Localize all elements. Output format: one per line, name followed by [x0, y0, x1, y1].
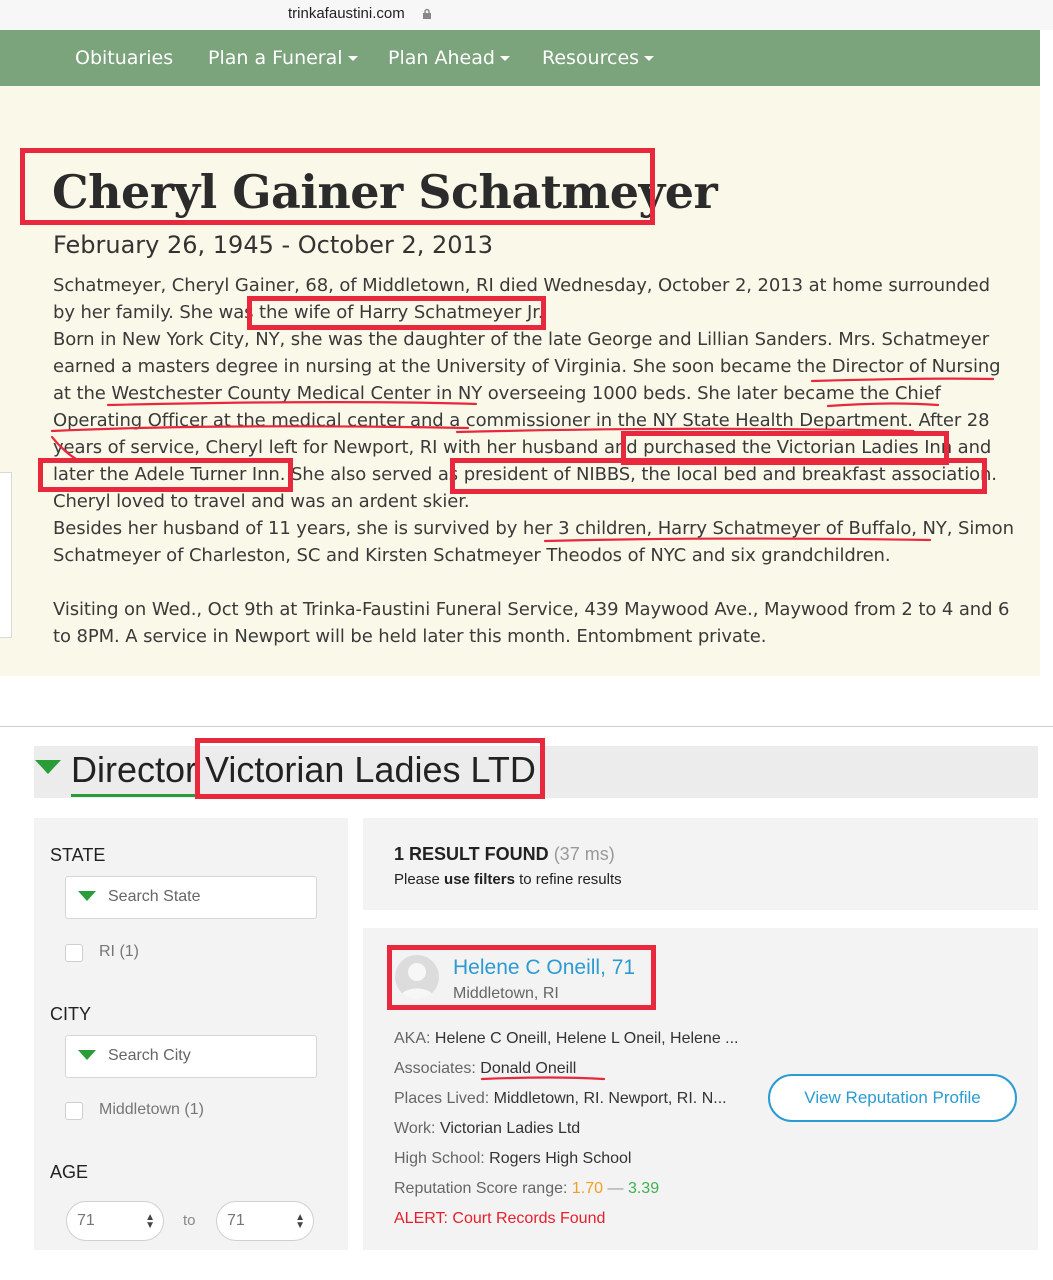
city-middletown-checkbox[interactable]	[65, 1102, 83, 1120]
dropdown-caret-icon	[500, 56, 510, 61]
obituary-line: years of service, Cheryl left for Newport, RI with her husband and purchased the Victorian Ladies Inn and	[53, 437, 992, 458]
nav-item-plan-a-funeral[interactable]: Plan a Funeral	[208, 47, 358, 69]
result-hint	[394, 871, 622, 888]
score-max: 3.39	[627, 1180, 660, 1197]
obituary-line: Besides her husband of 11 years, she is survived by her 3 children, Harry Schatmeyer of Buffalo, NY, Simon	[53, 518, 1014, 539]
obituary-line: Visiting on Wed., Oct 9th at Trinka-Faustini Funeral Service, 439 Maywood Ave., Maywood from 2 to 4 and 6	[53, 599, 1010, 620]
annotation-box	[247, 296, 546, 330]
age-filter-label: AGE	[50, 1162, 89, 1182]
obituary-line: at the Westchester County Medical Center in NY overseeing 1000 beds. She later became the Chief	[53, 383, 941, 404]
aka-row	[394, 1030, 739, 1048]
obituary-line: by her family. She was the wife of Harry Schatmeyer Jr.	[53, 302, 544, 323]
obituary-line: later the Adele Turner Inn. She also served as president of NIBBS, the local bed and breakfast association.	[53, 464, 997, 485]
hint-bold-text: use filters	[444, 871, 515, 888]
nav-item-resources[interactable]: Resources	[542, 47, 654, 69]
collapse-triangle-icon[interactable]	[35, 760, 61, 774]
result-count	[394, 844, 615, 865]
score-min: 1.70	[571, 1180, 604, 1197]
score-label: Reputation Score range:	[394, 1180, 568, 1197]
places-value: Middletown, RI. Newport, RI. N...	[493, 1090, 727, 1107]
obituary-line: earned a masters degree in nursing at the University of Virginia. She soon became the Director of Nursing	[53, 356, 1001, 377]
places-row	[394, 1090, 727, 1108]
obituary-line: Operating Officer at the medical center and a commissioner in the NY State Health Department. After 28	[53, 410, 990, 431]
associates-row	[394, 1060, 576, 1078]
dropdown-caret-icon	[348, 56, 358, 61]
url-text[interactable]: trinkafaustini.com	[288, 5, 405, 22]
age-from-value: 71	[77, 1212, 95, 1229]
obituary-line: Cheryl loved to travel and was an ardent skier.	[53, 491, 470, 512]
places-label: Places Lived:	[394, 1090, 490, 1107]
annotation-box	[387, 945, 656, 1010]
work-label: Work:	[394, 1120, 436, 1137]
screenshot-divider	[0, 726, 1053, 727]
dropdown-triangle-icon	[78, 891, 96, 901]
obituary-line: Schatmeyer of Charleston, SC and Kirsten Schatmeyer Theodos of NYC and six grandchildren.	[53, 545, 891, 566]
court-records-alert[interactable]: ALERT: Court Records Found	[394, 1210, 606, 1227]
lock-icon	[422, 8, 432, 19]
school-label: High School:	[394, 1150, 485, 1167]
age-to-value: 71	[227, 1212, 245, 1229]
age-from-select[interactable]	[66, 1201, 164, 1241]
work-row	[394, 1120, 580, 1138]
browser-address-bar[interactable]	[0, 0, 1053, 30]
dropdown-caret-icon	[644, 56, 654, 61]
score-separator: —	[607, 1180, 624, 1197]
state-search-placeholder: Search State	[108, 888, 201, 905]
state-filter-label: STATE	[50, 845, 106, 865]
city-search-input[interactable]	[65, 1035, 317, 1078]
city-search-placeholder: Search City	[108, 1047, 191, 1064]
annotation-box	[20, 148, 655, 225]
view-reputation-profile-button[interactable]: View Reputation Profile	[768, 1074, 1017, 1122]
age-to-label: to	[183, 1212, 196, 1229]
state-ri-checkbox[interactable]	[65, 944, 83, 962]
obituary-line: to 8PM. A service in Newport will be held later this month. Entombment private.	[53, 626, 767, 647]
select-spinner-icon: ▲ ▼	[145, 1212, 155, 1231]
hint-text: Please	[394, 871, 445, 888]
city-filter-label: CITY	[50, 1004, 92, 1024]
result-time: (37 ms)	[553, 844, 615, 864]
work-value: Victorian Ladies Ltd	[439, 1120, 581, 1137]
hint-text: to refine results	[514, 871, 622, 888]
nav-item-plan-ahead[interactable]: Plan Ahead	[388, 47, 510, 69]
sidebar-edge	[0, 472, 12, 638]
annotation-box	[450, 458, 987, 494]
person-location: Middletown, RI	[453, 985, 559, 1002]
aka-value: Helene C Oneill, Helene L Oneil, Helene ...	[434, 1030, 739, 1047]
nav-item-obituaries[interactable]: Obituaries	[75, 47, 174, 69]
directory-company: Victorian Ladies LTD	[205, 749, 536, 790]
state-search-input[interactable]	[65, 876, 317, 919]
dropdown-triangle-icon	[78, 1050, 96, 1060]
person-name-link[interactable]: Helene C Oneill, 71	[453, 956, 636, 979]
directory-title-prefix: Director	[71, 749, 198, 790]
school-row	[394, 1150, 631, 1168]
city-middletown-option[interactable]: Middletown (1)	[99, 1101, 204, 1118]
aka-label: AKA:	[394, 1030, 431, 1047]
obituary-line: Schatmeyer, Cheryl Gainer, 68, of Middletown, RI died Wednesday, October 2, 2013 at home surrounded	[53, 275, 990, 296]
annotation-box	[38, 458, 293, 492]
associates-label: Associates:	[394, 1060, 476, 1077]
state-ri-option[interactable]: RI (1)	[99, 943, 139, 960]
result-count-text: 1 RESULT FOUND	[394, 844, 549, 864]
title-underline	[71, 794, 196, 797]
annotation-box	[195, 738, 545, 799]
reputation-score-row	[394, 1180, 659, 1198]
main-nav	[0, 30, 1040, 86]
obituary-name: Cheryl Gainer Schatmeyer	[52, 165, 718, 219]
select-spinner-icon: ▲ ▼	[295, 1212, 305, 1231]
school-value: Rogers High School	[489, 1150, 632, 1167]
obituary-dates: February 26, 1945 - October 2, 2013	[53, 231, 494, 259]
age-to-select[interactable]	[216, 1201, 314, 1241]
associates-value[interactable]: Donald Oneill	[480, 1060, 577, 1077]
obituary-line: Born in New York City, NY, she was the daughter of the late George and Lillian Sanders. Mrs. Schatmeyer	[53, 329, 990, 350]
